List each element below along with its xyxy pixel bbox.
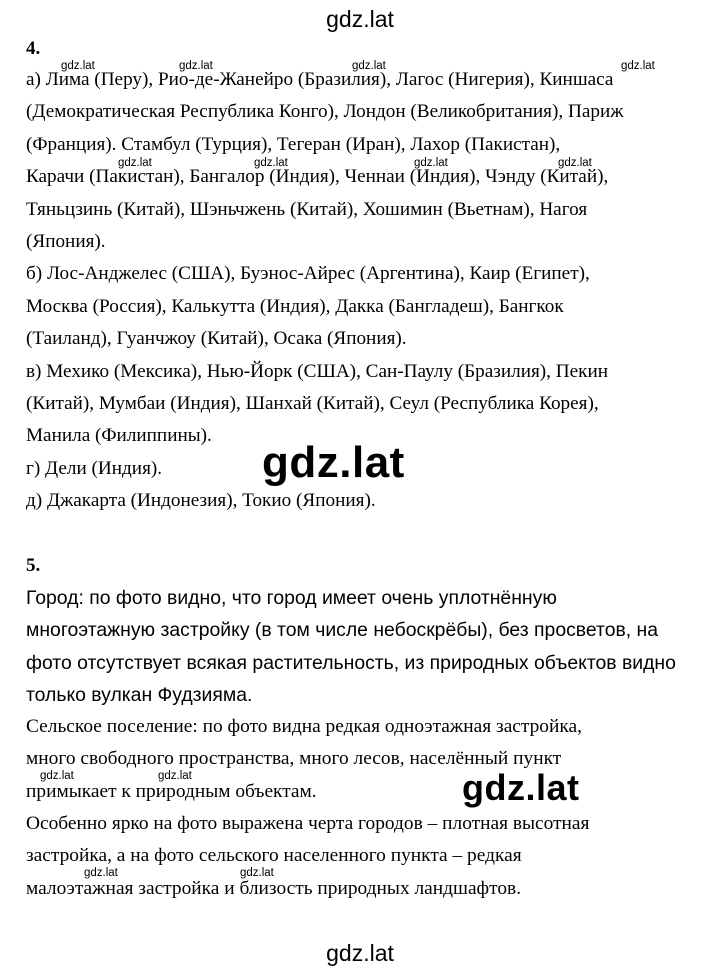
text-line: много свободного пространства, много лесов, населённый пункт xyxy=(26,748,562,770)
section-4-heading: 4. xyxy=(26,38,41,59)
text-line: только вулкан Фудзияма. xyxy=(26,683,253,706)
watermark-small: gdz.lat xyxy=(61,60,95,72)
text-line: (Япония). xyxy=(26,230,106,252)
watermark-large: gdz.lat xyxy=(462,767,580,808)
text-line: Москва (Россия), Калькутта (Индия), Дакка (Бангладеш), Бангкок xyxy=(26,295,564,317)
text-line: малоэтажная застройка и близость природных ландшафтов. xyxy=(26,877,522,899)
watermark-small: gdz.lat xyxy=(621,60,655,72)
watermark-small: gdz.lat xyxy=(179,60,213,72)
text-line: Манила (Филиппины). xyxy=(26,425,212,447)
text-line: Тяньцзинь (Китай), Шэньчжень (Китай), Хошимин (Вьетнам), Нагоя xyxy=(26,198,588,220)
text-line: фото отсутствует всякая растительность, из природных объектов видно xyxy=(26,651,676,674)
watermark-small: gdz.lat xyxy=(558,157,592,169)
section-5-text xyxy=(26,582,676,905)
watermark-bottom: gdz.lat xyxy=(326,940,394,966)
section-5-heading: 5. xyxy=(26,555,41,576)
text-line: в) Мехико (Мексика), Нью-Йорк (США), Сан-Паулу (Бразилия), Пекин xyxy=(26,360,609,382)
watermark-small: gdz.lat xyxy=(158,770,192,782)
watermark-top: gdz.lat xyxy=(326,6,394,32)
watermark-large: gdz.lat xyxy=(262,438,405,487)
text-line: д) Джакарта (Индонезия), Токио (Япония). xyxy=(26,490,376,512)
watermark-small: gdz.lat xyxy=(254,157,288,169)
text-line: примыкает к природным объектам. xyxy=(26,780,317,802)
text-line: г) Дели (Индия). xyxy=(26,457,163,479)
watermark-small: gdz.lat xyxy=(84,867,118,879)
text-line: (Таиланд), Гуанчжоу (Китай), Осака (Япония). xyxy=(26,328,407,350)
watermark-small: gdz.lat xyxy=(352,60,386,72)
text-line: (Франция). Стамбул (Турция), Тегеран (Иран), Лахор (Пакистан), xyxy=(26,133,561,155)
watermark-small: gdz.lat xyxy=(118,157,152,169)
text-line: застройка, а на фото сельского населенного пункта – редкая xyxy=(26,845,522,867)
watermark-small: gdz.lat xyxy=(240,867,274,879)
watermark-small: gdz.lat xyxy=(40,770,74,782)
text-line: б) Лос-Анджелес (США), Буэнос-Айрес (Аргентина), Каир (Египет), xyxy=(26,263,590,285)
watermark-small: gdz.lat xyxy=(414,157,448,169)
text-line: Карачи (Пакистан), Бангалор (Индия), Ченнаи (Индия), Чэнду (Китай), xyxy=(26,166,609,188)
text-line: Город: по фото видно, что город имеет очень уплотнённую xyxy=(26,587,557,609)
text-line: Сельское поселение: по фото видна редкая одноэтажная застройка, xyxy=(26,716,582,738)
text-line: многоэтажную застройку (в том числе небоскрёбы), без просветов, на xyxy=(26,619,659,642)
text-line: (Китай), Мумбаи (Индия), Шанхай (Китай), Сеул (Республика Корея), xyxy=(26,392,599,414)
text-line: Особенно ярко на фото выражена черта городов – плотная высотная xyxy=(26,813,590,835)
text-line: а) Лима (Перу), Рио-де-Жанейро (Бразилия), Лагос (Нигерия), Киншаса xyxy=(26,69,614,90)
text-line: (Демократическая Республика Конго), Лондон (Великобритания), Париж xyxy=(26,101,624,123)
